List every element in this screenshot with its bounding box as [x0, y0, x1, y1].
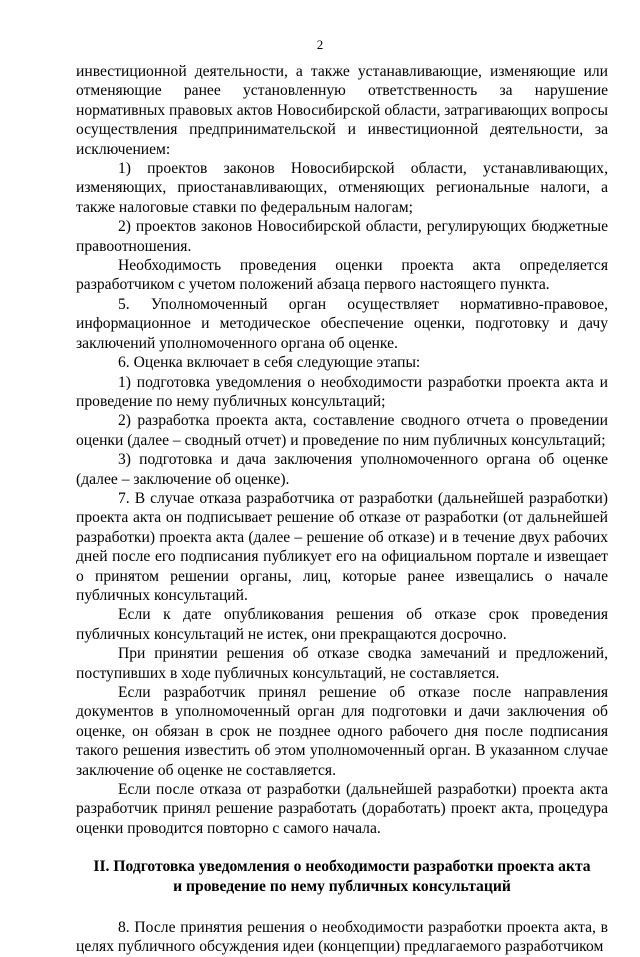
paragraph: Необходимость проведения оценки проекта акта определяется разработчиком с учетом положений абзаца первого настоящего пункта. [76, 257, 608, 294]
section-heading-line-1: II. Подготовка уведомления о необходимости разработки проекта акта [93, 858, 591, 876]
paragraph: 6. Оценка включает в себя следующие этапы: [118, 354, 421, 372]
paragraph: При принятии решения об отказе сводка замечаний и предложений, поступивших в ходе публичных консультаций, не составляется. [76, 645, 608, 682]
paragraph: 2) разработка проекта акта, составление сводного отчета о проведении оценки (далее – сводный отчет) и проведение по ним публичных консультаций; [76, 412, 608, 449]
paragraph: инвестиционной деятельности, а также устанавливающие, изменяющие или отменяющие ранее установленную ответственность за нарушение нормативных правовых актов Новосибирской области, затрагивающих вопросы осуществления предпринимательской и инвестиционной деятельности, за исключением: [76, 63, 608, 158]
page-number: 2 [316, 37, 324, 52]
document-body [76, 62, 608, 957]
paragraph: 8. После принятия решения о необходимости разработки проекта акта, в целях публичного обсуждения идеи (концепции) предлагаемого разработчиком [76, 919, 608, 956]
paragraph: Если после отказа от разработки (дальнейшей разработки) проекта акта разработчик принял решение разработать (доработать) проект акта, процедура оценки проводится повторно с самого начала. [76, 781, 608, 837]
section-heading [76, 857, 608, 896]
paragraph: 1) проектов законов Новосибирской области, устанавливающих, изменяющих, приостанавливающих, отменяющих региональные налоги, а также налоговые ставки по федеральным налогам; [76, 160, 608, 216]
paragraph: 1) подготовка уведомления о необходимости разработки проекта акта и проведение по нему публичных консультаций; [76, 373, 608, 410]
paragraph: 3) подготовка и дача заключения уполномоченного органа об оценке (далее – заключение об оценке). [76, 451, 608, 488]
section-heading-line-2: и проведение по нему публичных консультаций [173, 877, 511, 895]
paragraph: 7. В случае отказа разработчика от разработки (дальнейшей разработки) проекта акта он подписывает решение об отказе от разработки (от дальнейшей разработки) проекта акта (далее – решение об отказе) и в течение двух рабочих дней после его подписания публикует его на официальном портале и извещает о принятом решении органы, лиц, которые ранее извещались о начале публичных консультаций. [76, 489, 608, 604]
paragraph-group-bottom [76, 918, 608, 957]
paragraph: Если разработчик принял решение об отказе после направления документов в уполномоченный орган для подготовки и дачи заключения об оценке, он обязан в срок не позднее одного рабочего дня после подписания такого решения известить об этом уполномоченный орган. В указанном случае заключение об оценке не составляется. [76, 684, 608, 779]
paragraph-group-top [76, 62, 608, 838]
paragraph: 5. Уполномоченный орган осуществляет нормативно-правовое, информационное и методическое обеспечение оценки, подготовку и дачу заключений уполномоченного органа об оценке. [76, 295, 608, 352]
paragraph: 2) проектов законов Новосибирской области, регулирующих бюджетные правоотношения. [76, 218, 608, 255]
paragraph: Если к дате опубликования решения об отказе срок проведения публичных консультаций не истек, они прекращаются досрочно. [76, 606, 608, 643]
